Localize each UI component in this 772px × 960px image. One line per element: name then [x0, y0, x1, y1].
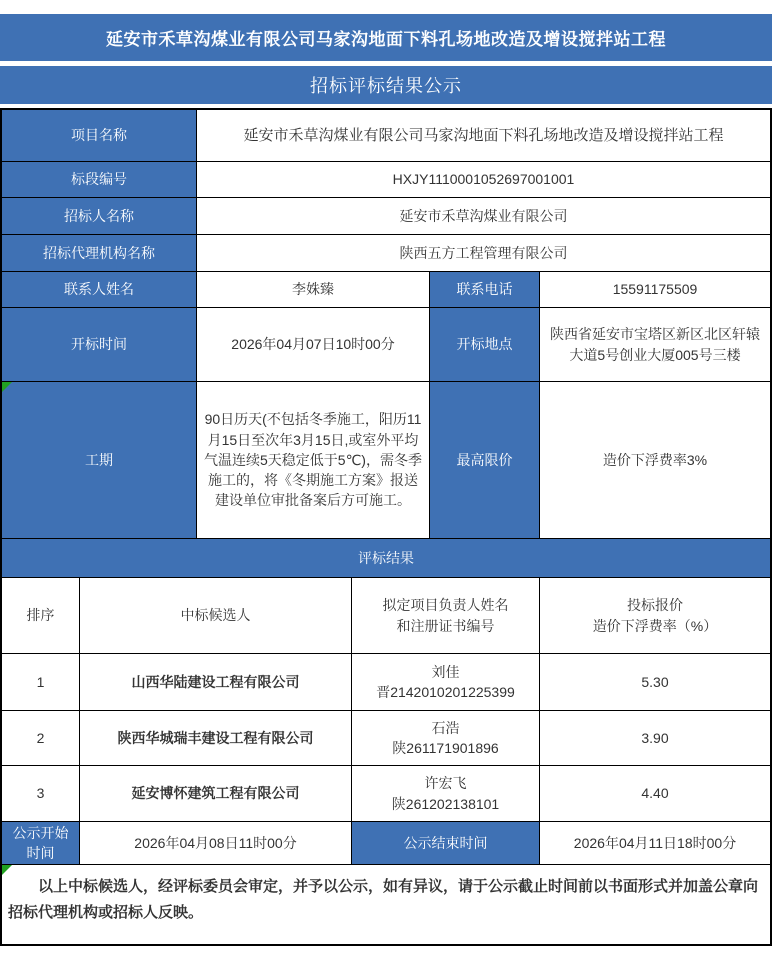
- results-section-title: 评标结果: [2, 539, 770, 578]
- result-manager-cert: 陕261202138101: [391, 795, 500, 812]
- table-row-tenderee: [2, 198, 770, 235]
- publicity-start-value: 2026年04月08日11时00分: [80, 822, 352, 865]
- green-corner-mark: [2, 382, 12, 392]
- bid-announcement-table: [0, 108, 772, 946]
- result-rank: 3: [2, 766, 80, 822]
- table-row-publicity: [2, 822, 770, 865]
- result-manager-name: 许宏飞: [424, 775, 467, 792]
- tenderee-value: 延安市禾草沟煤业有限公司: [197, 198, 770, 235]
- result-company: 山西华陆建设工程有限公司: [80, 654, 352, 711]
- result-manager-cert: 晋2142010201225399: [376, 684, 515, 700]
- result-rate: 5.30: [540, 654, 770, 711]
- price-limit-value: 造价下浮费率3%: [540, 382, 770, 539]
- announcement-page: [0, 14, 772, 960]
- agency-label: 招标代理机构名称: [2, 235, 197, 272]
- result-manager: [352, 711, 540, 766]
- result-manager-name: 石浩: [431, 719, 460, 736]
- project-title: 延安市禾草沟煤业有限公司马家沟地面下料孔场地改造及增设搅拌站工程: [106, 30, 666, 49]
- contact-phone-label: 联系电话: [430, 272, 540, 308]
- result-manager-name: 刘佳: [431, 663, 460, 680]
- duration-label-text: 工期: [85, 451, 113, 468]
- footer-note-cell: [2, 865, 770, 944]
- contact-name-label: 联系人姓名: [2, 272, 197, 308]
- contact-phone-value: 15591175509: [540, 272, 770, 308]
- publicity-start-label: [2, 822, 80, 865]
- tenderee-label: 招标人名称: [2, 198, 197, 235]
- column-header-bid-line1: 投标报价: [627, 597, 683, 614]
- column-header-manager: [352, 578, 540, 654]
- publicity-end-value: 2026年04月11日18时00分: [540, 822, 770, 865]
- column-header-candidate: 中标候选人: [80, 578, 352, 654]
- publicity-end-label: 公示结束时间: [352, 822, 540, 865]
- project-name-label: 项目名称: [2, 110, 197, 162]
- result-rank: 2: [2, 711, 80, 766]
- bid-opening-time-label: 开标时间: [2, 308, 197, 382]
- duration-label: [2, 382, 197, 539]
- result-row: [2, 711, 770, 766]
- section-code-value: HXJY1110001052697001001: [197, 162, 770, 198]
- green-corner-mark: [2, 865, 12, 875]
- result-manager: [352, 766, 540, 822]
- project-title-banner: [0, 14, 772, 61]
- result-rank: 1: [2, 654, 80, 711]
- results-header-row: [2, 578, 770, 654]
- project-name-value: 延安市禾草沟煤业有限公司马家沟地面下料孔场地改造及增设搅拌站工程: [197, 110, 770, 162]
- column-header-manager-line1: 拟定项目负责人姓名: [382, 597, 509, 614]
- result-row: [2, 766, 770, 822]
- contact-name-value: 李姝臻: [197, 272, 430, 308]
- footer-note-text: 以上中标候选人，经评标委员会审定，并予以公示，如有异议，请于公示截止时间前以书面形式并加盖公章向招标代理机构或招标人反映。: [8, 878, 759, 922]
- table-row-section-code: [2, 162, 770, 198]
- table-row-duration: [2, 382, 770, 539]
- section-code-label: 标段编号: [2, 162, 197, 198]
- table-row-agency: [2, 235, 770, 272]
- bid-opening-place-label: 开标地点: [430, 308, 540, 382]
- column-header-manager-line2: 和注册证书编号: [396, 617, 495, 634]
- price-limit-label: 最高限价: [430, 382, 540, 539]
- result-rate: 4.40: [540, 766, 770, 822]
- result-manager: [352, 654, 540, 711]
- result-company: 陕西华城瑞丰建设工程有限公司: [80, 711, 352, 766]
- result-row: [2, 654, 770, 711]
- column-header-bid-line2: 造价下浮费率（%）: [592, 617, 718, 634]
- announcement-subtitle: 招标评标结果公示: [310, 76, 462, 96]
- bid-opening-time-value: 2026年04月07日10时00分: [197, 308, 430, 382]
- column-header-rank: 排序: [2, 578, 80, 654]
- table-row-bid-opening: [2, 308, 770, 382]
- column-header-bid-rate: [540, 578, 770, 654]
- announcement-subtitle-banner: [0, 66, 772, 104]
- duration-value: 90日历天(不包括冬季施工，阳历11月15日至次年3月15日,或室外平均气温连续5天稳定低于5℃)，需冬季施工的，将《冬期施工方案》报送建设单位审批备案后方可施工。: [197, 382, 430, 539]
- publicity-start-label-text: 公示开始时间: [12, 824, 69, 861]
- table-row-results-title: [2, 539, 770, 578]
- bid-opening-place-value: 陕西省延安市宝塔区新区北区轩辕大道5号创业大厦005号三楼: [540, 308, 770, 382]
- footer-note-row: [2, 865, 770, 944]
- result-company: 延安博怀建筑工程有限公司: [80, 766, 352, 822]
- result-manager-cert: 陕261171901896: [392, 740, 499, 756]
- table-row-contact: [2, 272, 770, 308]
- table-row-project-name: [2, 110, 770, 162]
- result-rate: 3.90: [540, 711, 770, 766]
- agency-value: 陕西五方工程管理有限公司: [197, 235, 770, 272]
